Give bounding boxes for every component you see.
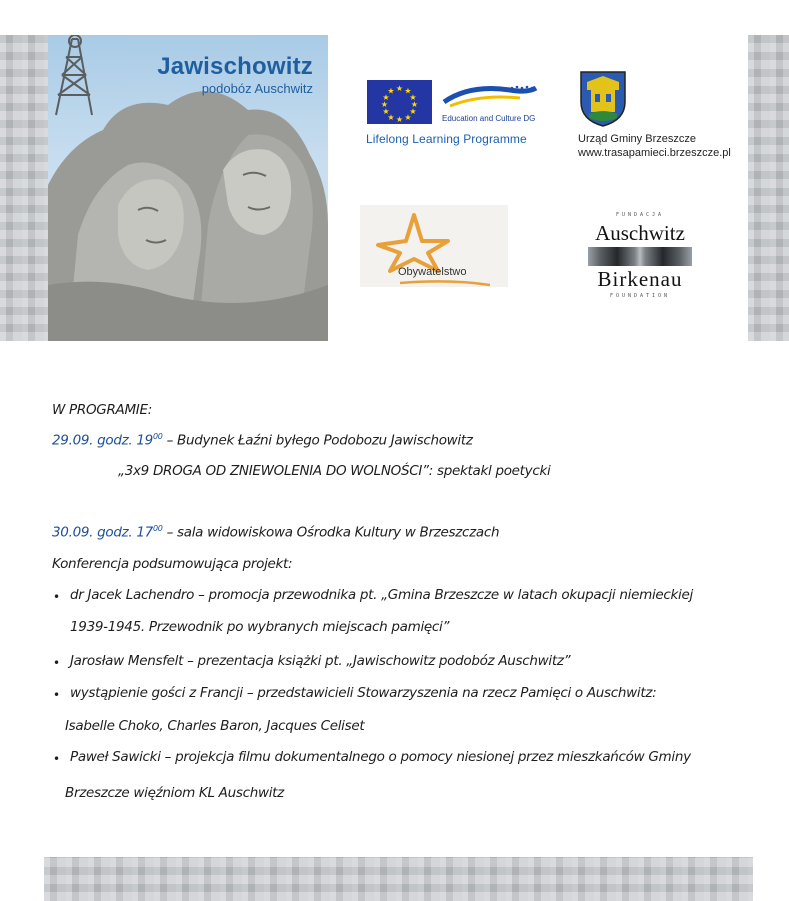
obywatelstwo-label: Obywatelstwo	[398, 266, 467, 278]
education-culture-swoosh-icon	[440, 80, 540, 112]
svg-text:★: ★	[395, 115, 404, 124]
event-1-date-sup: 00	[152, 432, 163, 441]
item-3-line-1: wystąpienie gości z Francji – przedstawicieli Stowarzyszenia na rzecz Pamięci o Auschwitz:	[70, 685, 657, 701]
bullet-3: •	[53, 688, 61, 702]
stone-texture-bottom	[44, 857, 753, 901]
event-1-title: „3x9 DROGA OD ZNIEWOLENIA DO WOLNOŚCI”: spektakl poetycki	[118, 463, 551, 479]
item-2-line-1: Jarosław Mensfelt – prezentacja książki pt. „Jawischowitz podobóz Auschwitz”	[70, 653, 571, 669]
item-3-line-2: Isabelle Choko, Charles Baron, Jacques Celiset	[65, 718, 365, 734]
foundation-birkenau-label: Birkenau	[597, 267, 683, 291]
event-2-date-sup: 00	[152, 524, 163, 533]
event-2-date: 30.09. godz. 17	[52, 524, 153, 541]
poster-title: Jawischowitz	[157, 53, 313, 80]
poster-subtitle: podobóz Auschwitz	[201, 81, 313, 96]
bullet-1: •	[53, 590, 61, 604]
foundation-top-label: FUNDACJA	[615, 212, 665, 218]
item-4-line-2: Brzeszcze więźniom KL Auschwitz	[65, 785, 284, 801]
event-1-date: 29.09. godz. 19	[52, 432, 153, 449]
svg-text:★: ★	[409, 93, 417, 102]
svg-text:★: ★	[404, 86, 412, 96]
education-culture-label: Education and Culture DG	[442, 114, 536, 123]
lifelong-learning-label: Lifelong Learning Programme	[366, 132, 527, 146]
stone-texture-right	[748, 35, 789, 341]
jawischowitz-poster	[48, 35, 328, 341]
gmina-name-label: Urząd Gminy Brzeszcze	[578, 133, 696, 145]
stone-texture-left	[0, 35, 48, 341]
foundation-eyes-image	[588, 247, 692, 266]
svg-text:★: ★	[409, 107, 417, 116]
svg-text:★: ★	[410, 100, 419, 109]
foundation-auschwitz-label: Auschwitz	[595, 221, 685, 245]
item-4-line-1: Paweł Sawicki – projekcja filmu dokumentalnego o pomocy niesionej przez mieszkańców Gminy	[70, 749, 691, 765]
program-heading: W PROGRAMIE:	[52, 402, 152, 418]
svg-text:★: ★	[395, 84, 404, 93]
event-2-place: – sala widowiskowa Ośrodka Kultury w Brzeszczach	[162, 524, 500, 541]
item-1-line-2: 1939-1945. Przewodnik po wybranych miejscach pamięci”	[70, 619, 450, 635]
item-1-line-1: dr Jacek Lachendro – promocja przewodnika pt. „Gmina Brzeszcze w latach okupacji niemieckiej	[70, 587, 693, 603]
gmina-crest-icon	[579, 70, 627, 128]
eu-flag-icon	[367, 80, 432, 124]
svg-text:★: ★	[382, 107, 390, 116]
svg-text:★: ★	[382, 93, 390, 102]
event-1-place: – Budynek Łaźni byłego Podobozu Jawischowitz	[162, 432, 473, 449]
conference-label: Konferencja podsumowująca projekt:	[52, 556, 293, 572]
svg-text:★: ★	[387, 113, 395, 122]
foundation-bottom-label: FOUNDATION	[609, 293, 671, 299]
gmina-website-label: www.trasapamieci.brzeszcze.pl	[578, 147, 731, 159]
event-2-line	[52, 524, 499, 541]
bullet-2: •	[53, 656, 61, 670]
headframe-tower-icon	[56, 35, 92, 115]
svg-text:★: ★	[404, 113, 412, 122]
svg-text:★: ★	[380, 100, 389, 109]
event-1-line	[52, 432, 473, 449]
svg-text:★: ★	[387, 86, 395, 96]
bullet-4: •	[53, 752, 61, 766]
